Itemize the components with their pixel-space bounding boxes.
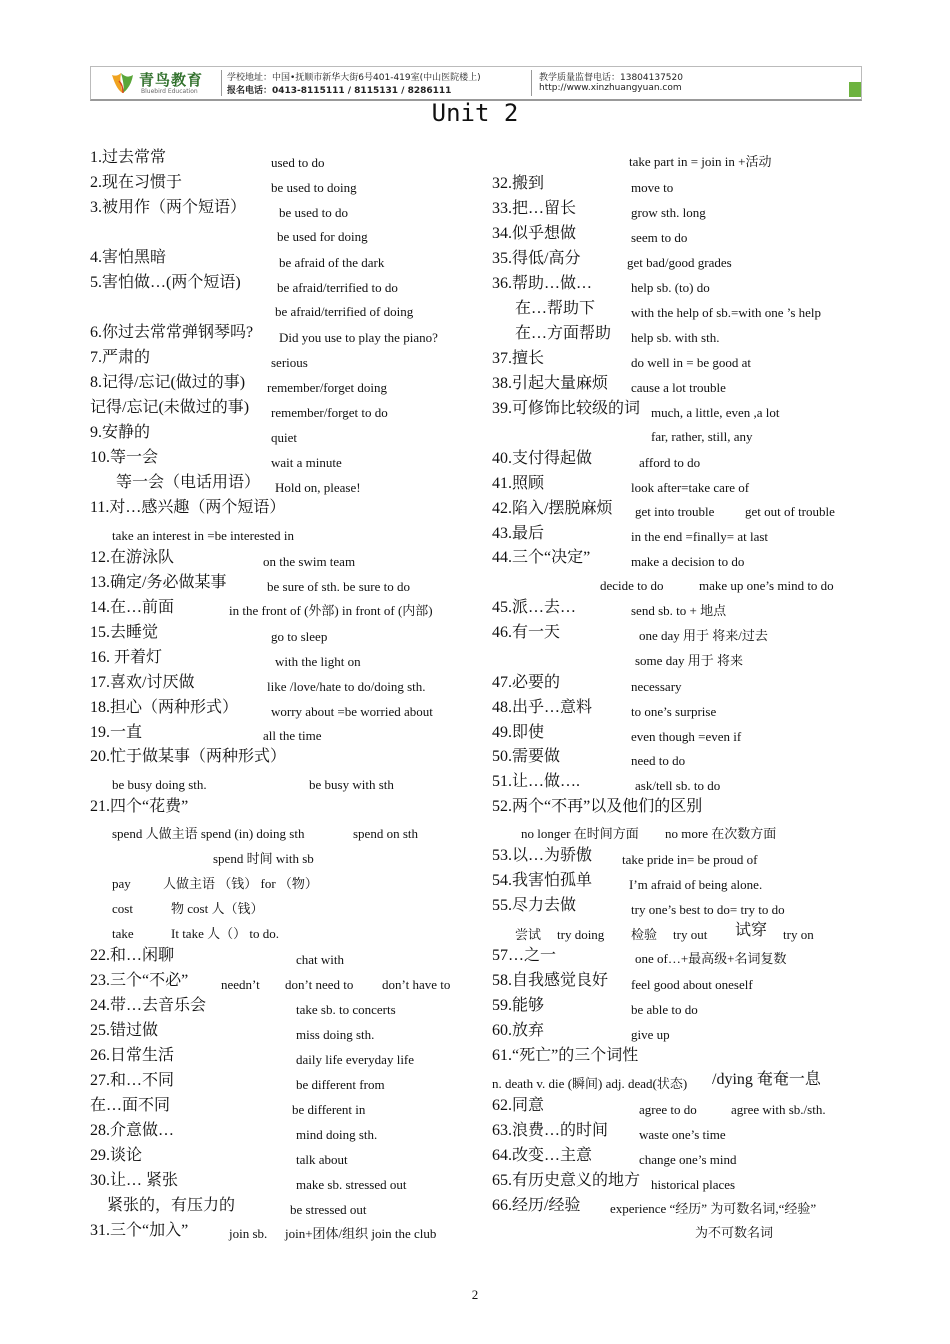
entry-phrase: seem to do [631, 230, 688, 245]
entry-label: 36.帮助…做… [492, 275, 593, 292]
entry-label: 在…面不同 [90, 1097, 171, 1114]
entry-phrase: make up one’s mind to do [699, 578, 834, 593]
entry-phrase: with the help of sb.=with one ’s help [631, 305, 822, 320]
entry-phrase: ask/tell sb. to do [635, 778, 721, 793]
entry-phrase: be stressed out [290, 1202, 367, 1217]
entry-label: 16. 开着灯 [90, 649, 163, 666]
entry-phrase: much, a little, even ,a lot [651, 405, 780, 420]
entry-phrase: in the end =finally= at last [631, 529, 769, 544]
entry-phrase: feel good about oneself [631, 977, 753, 992]
entry-phrase: talk about [296, 1152, 348, 1167]
entry-label: 7.严肃的 [90, 349, 151, 366]
entry-label: 64.改变…主意 [492, 1147, 593, 1164]
entry-phrase: one of…+最高级+名词复数 [635, 951, 787, 966]
entry-phrase: I’m afraid of being alone. [629, 877, 763, 892]
entry-label: 45.派…去… [492, 599, 577, 616]
entry-phrase: give up [631, 1027, 670, 1042]
entry-phrase: remember/forget to do [271, 405, 388, 420]
entry-phrase: spend 时间 with sb [213, 851, 314, 866]
entry-label: 41.照顾 [492, 475, 545, 492]
entry-phrase: pay [112, 876, 131, 891]
entry-phrase: take part in = join in +活动 [629, 154, 772, 169]
entry-label: 1.过去常常 [90, 149, 167, 166]
entry-phrase: do well in = be good at [631, 355, 751, 370]
entry-label: 34.似乎想做 [492, 225, 577, 242]
entry-phrase: all the time [263, 728, 322, 743]
entry-label: 5.害怕做…(两个短语) [90, 274, 241, 291]
banner-corner-mark [849, 82, 861, 97]
entry-label: 在…方面帮助 [515, 325, 612, 342]
entry-label: 11.对…感兴趣（两个短语） [90, 499, 286, 516]
entry-phrase: be used to do [279, 205, 348, 220]
entry-phrase: used to do [271, 155, 325, 170]
entry-label: 28.介意做… [90, 1122, 175, 1139]
entry-label: 57…之一 [492, 947, 557, 964]
entry-phrase: take sb. to concerts [296, 1002, 396, 1017]
entry-phrase: wait a minute [271, 455, 342, 470]
entry-phrase: miss doing sth. [296, 1027, 375, 1042]
entry-phrase: be sure of sth. be sure to do [267, 579, 410, 594]
entry-phrase: historical places [651, 1177, 736, 1192]
entry-label: 61.“死亡”的三个词性 [492, 1047, 639, 1064]
entry-phrase: n. death v. die (瞬间) adj. dead(状态) [492, 1076, 688, 1091]
entry-phrase: try one’s best to do= try to do [631, 902, 785, 917]
entry-phrase: be afraid/terrified to do [277, 280, 398, 295]
entry-label: 18.担心（两种形式） [90, 699, 239, 716]
entry-phrase: experience “经历” 为可数名词,“经验” [610, 1201, 817, 1216]
entry-label: 47.必要的 [492, 674, 561, 691]
entry-phrase: quiet [271, 430, 297, 445]
entry-label: 20.忙于做某事（两种形式） [90, 748, 287, 765]
entry-phrase: to one’s surprise [631, 704, 717, 719]
entry-phrase: agree to do [639, 1102, 697, 1117]
page-number: 2 [471, 1287, 479, 1302]
entry-label: 60.放弃 [492, 1022, 545, 1039]
entry-label: 试穿 [735, 922, 768, 939]
entry-label: 46.有一天 [492, 624, 561, 641]
entry-phrase: 人做主语 （钱） for （物） [163, 876, 318, 891]
entry-label: 23.三个“不必” [90, 972, 189, 989]
entry-phrase: grow sth. long [631, 205, 706, 220]
entry-label: 10.等一会 [90, 449, 159, 466]
entry-label: 紧张的，有压力的 [107, 1197, 236, 1214]
school-website: http://www.xinzhuangyuan.com [539, 83, 682, 93]
entry-phrase: cause a lot trouble [631, 380, 726, 395]
entry-label: 35.得低/高分 [492, 250, 581, 267]
banner-divider [221, 70, 222, 96]
entry-phrase: 尝试 [515, 927, 542, 942]
entry-label: 32.搬到 [492, 175, 545, 192]
entry-phrase: look after=take care of [631, 480, 750, 495]
entry-phrase: be different in [292, 1102, 366, 1117]
logo-subtitle: Bluebird Education [141, 88, 198, 95]
entry-label: 8.记得/忘记(做过的事) [90, 374, 246, 391]
entry-label: 33.把…留长 [492, 200, 577, 217]
entry-phrase: spend 人做主语 spend (in) doing sth [112, 826, 305, 841]
entry-phrase: need to do [631, 753, 686, 768]
entry-phrase: cost [112, 901, 133, 916]
entry-label: 50.需要做 [492, 748, 561, 765]
entry-label: 19.一直 [90, 724, 143, 741]
entry-phrase: make sb. stressed out [296, 1177, 407, 1192]
entry-label: 3.被用作（两个短语） [90, 199, 247, 216]
entry-phrase: get into trouble [635, 504, 715, 519]
entry-phrase: It take 人（） to do. [171, 926, 279, 941]
entry-label: 13.确定/务必做某事 [90, 574, 227, 591]
entry-label: 27.和…不同 [90, 1072, 175, 1089]
entry-label: 38.引起大量麻烦 [492, 375, 609, 392]
entry-phrase: be busy with sth [309, 777, 394, 792]
entry-phrase: with the light on [275, 654, 361, 669]
entry-label: 55.尽力去做 [492, 897, 577, 914]
entry-phrase: try doing [557, 927, 605, 942]
entry-phrase: don’t need to [285, 977, 354, 992]
entry-label: 52.两个“不再”以及他们的区别 [492, 798, 703, 815]
entry-phrase: 物 cost 人（钱） [171, 901, 264, 916]
entry-phrase: necessary [631, 679, 682, 694]
entry-label: 53.以…为骄傲 [492, 847, 593, 864]
entry-label: 40.支付得起做 [492, 450, 593, 467]
entry-label: 29.谈论 [90, 1147, 143, 1164]
entry-label: 63.浪费…的时间 [492, 1122, 609, 1139]
logo-name: 青鸟教育 [139, 71, 204, 89]
entry-phrase: don’t have to [382, 977, 451, 992]
entry-phrase: be afraid of the dark [279, 255, 385, 270]
header-banner [90, 66, 862, 101]
entry-label: 14.在…前面 [90, 599, 175, 616]
entry-phrase: some day 用于 将来 [635, 653, 743, 668]
entry-phrase: help sb. (to) do [631, 280, 710, 295]
entry-label: 22.和…闲聊 [90, 947, 175, 964]
entry-phrase: go to sleep [271, 629, 328, 644]
entry-label: 65.有历史意义的地方 [492, 1172, 641, 1189]
entry-phrase: decide to do [600, 578, 664, 593]
entry-label: 等一会（电话用语） [116, 474, 261, 491]
entry-phrase: /dying 奄奄一息 [712, 1071, 821, 1088]
entry-label: 51.让…做…. [492, 773, 581, 790]
entry-phrase: be afraid/terrified of doing [275, 304, 414, 319]
entry-phrase: be used to doing [271, 180, 357, 195]
entry-phrase: far, rather, still, any [651, 429, 753, 444]
entry-phrase: Hold on, please! [275, 480, 361, 495]
bluebird-logo-icon [109, 69, 135, 95]
entry-label: 12.在游泳队 [90, 549, 175, 566]
entry-phrase: daily life everyday life [296, 1052, 415, 1067]
entry-phrase: 为不可数名词 [695, 1225, 774, 1240]
entry-phrase: serious [271, 355, 308, 370]
entry-label: 9.安静的 [90, 424, 151, 441]
entry-label: 25.错过做 [90, 1022, 159, 1039]
entry-phrase: no longer 在时间方面 [521, 826, 639, 841]
entry-label: 58.自我感觉良好 [492, 972, 609, 989]
entry-label: 42.陷入/摆脱麻烦 [492, 500, 613, 517]
entry-phrase: worry about =be worried about [271, 704, 433, 719]
entry-label: 59.能够 [492, 997, 545, 1014]
entry-label: 在…帮助下 [515, 300, 596, 317]
entry-phrase: take pride in= be proud of [622, 852, 758, 867]
entry-phrase: take an interest in =be interested in [112, 528, 295, 543]
banner-divider [531, 70, 532, 96]
entry-label: 44.三个“决定” [492, 549, 591, 566]
entry-label: 4.害怕黑暗 [90, 249, 167, 266]
entry-phrase: mind doing sth. [296, 1127, 378, 1142]
entry-phrase: join sb. [229, 1226, 268, 1241]
entry-phrase: one day 用于 将来/过去 [639, 628, 768, 643]
entry-phrase: remember/forget doing [267, 380, 387, 395]
entry-phrase: like /love/hate to do/doing sth. [267, 679, 426, 694]
entry-phrase: waste one’s time [639, 1127, 726, 1142]
entry-label: 49.即使 [492, 724, 545, 741]
entry-phrase: spend on sth [353, 826, 418, 841]
entry-phrase: try on [783, 927, 814, 942]
entry-phrase: get bad/good grades [627, 255, 732, 270]
entry-label: 26.日常生活 [90, 1047, 175, 1064]
entry-label: 54.我害怕孤单 [492, 872, 593, 889]
entry-phrase: afford to do [639, 455, 701, 470]
entry-label: 2.现在习惯于 [90, 174, 183, 191]
entry-phrase: needn’t [221, 977, 260, 992]
entry-label: 37.擅长 [492, 350, 545, 367]
entry-phrase: be able to do [631, 1002, 698, 1017]
entry-phrase: no more 在次数方面 [665, 826, 777, 841]
entry-phrase: be used for doing [277, 229, 368, 244]
entry-label: 48.出乎…意料 [492, 699, 593, 716]
entry-phrase: even though =even if [631, 729, 742, 744]
entry-phrase: agree with sb./sth. [731, 1102, 826, 1117]
entry-phrase: send sb. to + 地点 [631, 603, 727, 618]
page-title: Unit 2 [431, 99, 519, 127]
enroll-phone: 报名电话：0413-8115111 / 8115131 / 8286111 [227, 86, 452, 96]
entry-label: 记得/忘记(未做过的事) [90, 399, 250, 416]
entry-phrase: 检验 [631, 927, 658, 942]
entry-phrase: be busy doing sth. [112, 777, 207, 792]
entry-phrase: make a decision to do [631, 554, 745, 569]
entry-phrase: be different from [296, 1077, 385, 1092]
entry-label: 15.去睡觉 [90, 624, 159, 641]
entry-phrase: move to [631, 180, 674, 195]
quality-hotline: 教学质量监督电话：13804137520 [539, 73, 683, 83]
entry-label: 66.经历/经验 [492, 1197, 581, 1214]
entry-phrase: help sb. with sth. [631, 330, 720, 345]
entry-phrase: join+团体/组织 join the club [285, 1226, 437, 1241]
entry-label: 62.同意 [492, 1097, 545, 1114]
entry-label: 6.你过去常常弹钢琴吗? [90, 324, 254, 341]
entry-label: 24.带…去音乐会 [90, 997, 207, 1014]
entry-phrase: take [112, 926, 134, 941]
entry-phrase: get out of trouble [745, 504, 835, 519]
entry-phrase: change one’s mind [639, 1152, 737, 1167]
entry-phrase: on the swim team [263, 554, 356, 569]
entry-label: 30.让… 紧张 [90, 1172, 179, 1189]
entry-label: 17.喜欢/讨厌做 [90, 674, 195, 691]
entry-phrase: try out [673, 927, 708, 942]
entry-label: 39.可修饰比较级的词 [492, 400, 641, 417]
entry-label: 31.三个“加入” [90, 1222, 189, 1239]
entry-label: 21.四个“花费” [90, 798, 189, 815]
entry-phrase: Did you use to play the piano? [279, 330, 438, 345]
entry-phrase: chat with [296, 952, 345, 967]
entry-label: 43.最后 [492, 525, 545, 542]
school-address: 学校地址：中国•抚顺市新华大街6号401-419室(中山医院楼上) [227, 73, 481, 83]
entry-phrase: in the front of (外部) in front of (内部) [229, 603, 433, 618]
